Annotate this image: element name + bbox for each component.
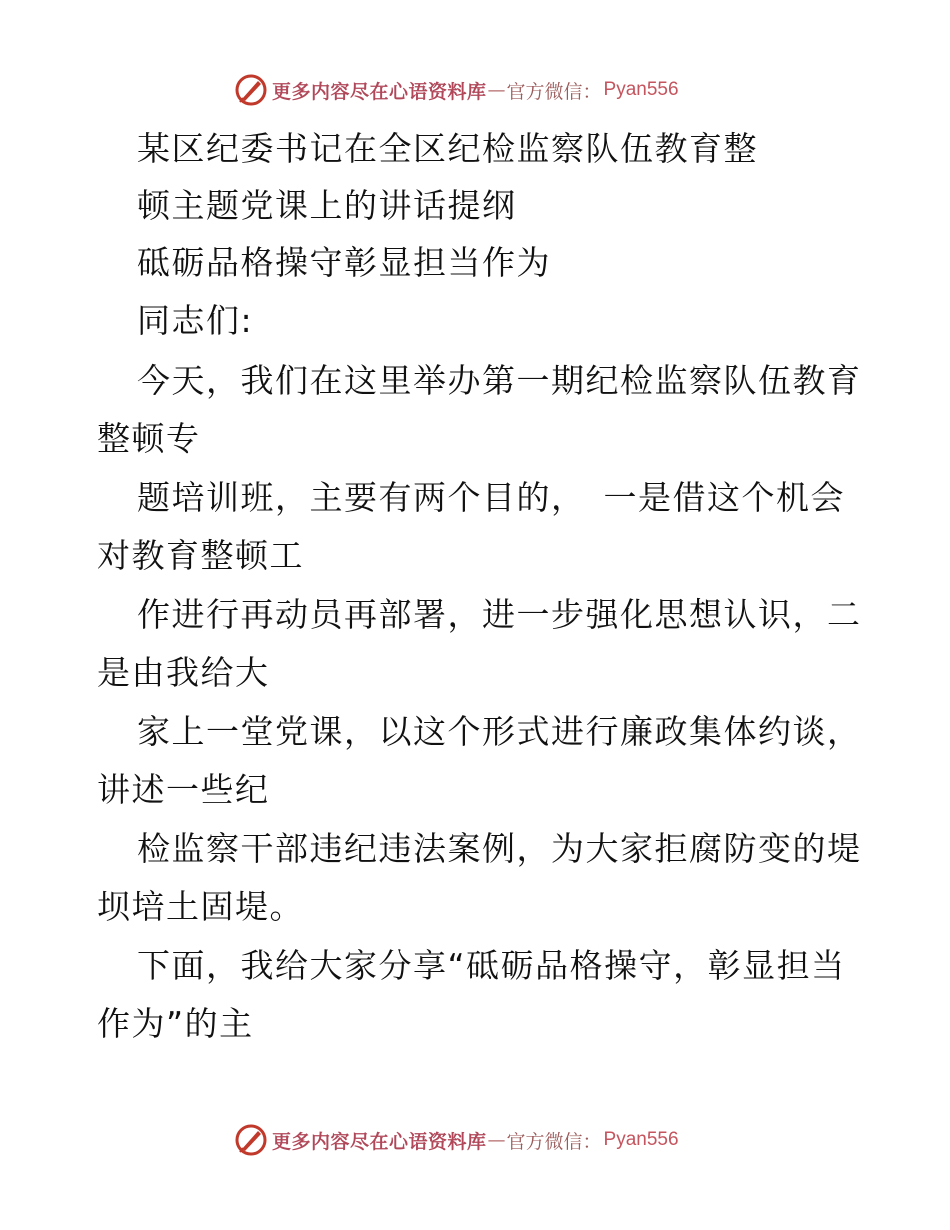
text-line: 家上一堂党课，以这个形式进行廉政集体约谈， <box>137 712 862 751</box>
text-line: 作进行再动员再部署，进一步强化思想认识，二 <box>137 595 862 634</box>
text-line: 同志们: <box>137 301 254 340</box>
text-line: 作为”的主 <box>97 1004 254 1043</box>
text-line: 今天，我们在这里举办第一期纪检监察队伍教育 <box>137 361 862 400</box>
text-line: 某区纪委书记在全区纪检监察队伍教育整 <box>137 129 758 168</box>
watermark-wechat-id: Pyan556 <box>603 79 679 100</box>
quill-logo-icon <box>234 1123 268 1157</box>
quill-logo-icon <box>234 73 268 107</box>
watermark-wechat-id: Pyan556 <box>603 1129 679 1150</box>
text-line: 讲述一些纪 <box>97 770 270 809</box>
watermark-library-text: 更多内容尽在心语资料库 <box>272 80 487 103</box>
watermark-dash: — <box>487 1129 506 1151</box>
watermark-official-label: 官方微信： <box>506 80 602 103</box>
watermark-dash: — <box>487 79 506 101</box>
text-line: 对教育整顿工 <box>97 536 304 575</box>
watermark-library-text: 更多内容尽在心语资料库 <box>272 1130 487 1153</box>
text-line: 题培训班，主要有两个目的， 一是借这个机会 <box>137 478 845 517</box>
header-watermark <box>234 72 679 108</box>
text-line: 下面，我给大家分享“砥砺品格操守，彰显担当 <box>137 946 846 985</box>
text-line: 是由我给大 <box>97 653 270 692</box>
text-line: 坝培土固堤。 <box>97 887 304 926</box>
text-line: 整顿专 <box>97 419 201 458</box>
text-line: 检监察干部违纪违法案例，为大家拒腐防变的堤 <box>137 829 862 868</box>
text-line: 砥砺品格操守彰显担当作为 <box>137 243 551 282</box>
footer-watermark <box>234 1122 679 1158</box>
watermark-official-label: 官方微信： <box>506 1130 602 1153</box>
text-line: 顿主题党课上的讲话提纲 <box>137 186 517 225</box>
